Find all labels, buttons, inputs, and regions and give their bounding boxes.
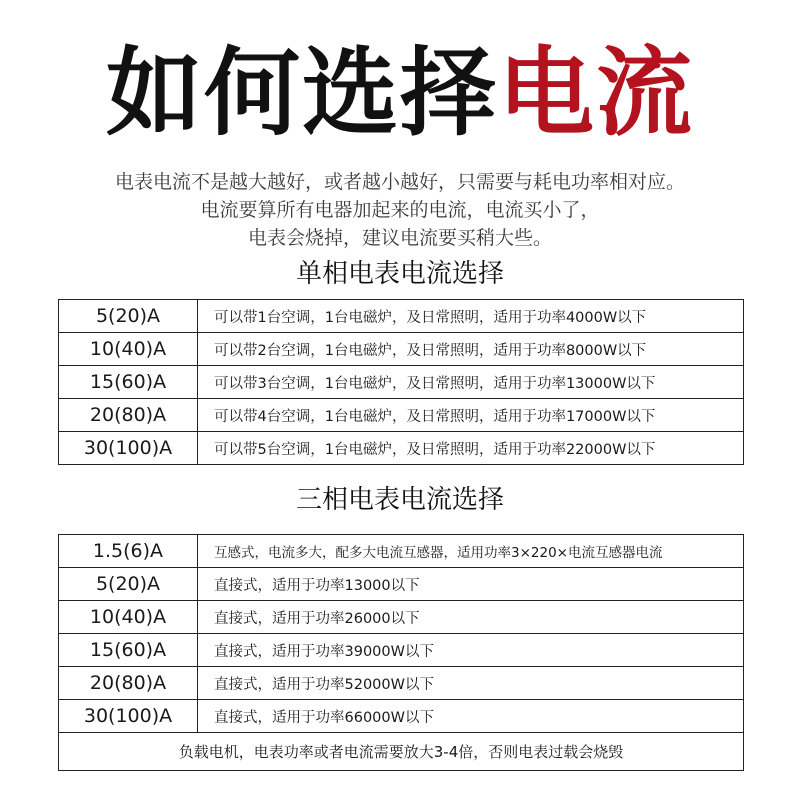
current-rating: 1.5(6)A: [59, 535, 198, 568]
rating-description: 互感式，电流多大，配多大电流互感器，适用功率3×220×电流互感器电流: [198, 535, 744, 568]
three-phase-table: [58, 534, 744, 771]
single-phase-table: [58, 299, 744, 465]
current-rating: 30(100)A: [59, 700, 198, 733]
rating-description: 直接式，适用于功率13000以下: [198, 568, 744, 601]
rating-description: 可以带4台空调，1台电磁炉，及日常照明，适用于功率17000W以下: [198, 399, 744, 432]
table-row: [59, 601, 744, 634]
headline-accent: 电流: [498, 37, 694, 149]
single-phase-title: 单相电表电流选择: [295, 259, 504, 289]
table-row: [59, 399, 744, 432]
note-row: [59, 733, 744, 771]
table-row: [59, 366, 744, 399]
current-rating: 15(60)A: [59, 634, 198, 667]
rating-description: 直接式，适用于功率52000W以下: [198, 667, 744, 700]
table-row: [59, 634, 744, 667]
table-row: [59, 568, 744, 601]
intro-line: 电流要算所有电器加起来的电流，电流买小了，: [200, 199, 600, 221]
rating-description: 直接式，适用于功率66000W以下: [198, 700, 744, 733]
intro-line: 电表电流不是越大越好，或者越小越好，只需要与耗电功率相对应。: [114, 171, 685, 193]
current-rating: 30(100)A: [59, 432, 198, 465]
motor-load-note: 负载电机，电表功率或者电流需要放大3-4倍，否则电表过载会烧毁: [59, 733, 744, 771]
table-row: [59, 667, 744, 700]
table-row: [59, 300, 744, 333]
intro-line: 电表会烧掉，建议电流要买稍大些。: [247, 227, 552, 249]
current-rating: 10(40)A: [59, 333, 198, 366]
current-rating: 20(80)A: [59, 667, 198, 700]
rating-description: 可以带1台空调，1台电磁炉，及日常照明，适用于功率4000W以下: [198, 300, 744, 333]
table-row: [59, 535, 744, 568]
rating-description: 可以带5台空调，1台电磁炉，及日常照明，适用于功率22000W以下: [198, 432, 744, 465]
current-rating: 10(40)A: [59, 601, 198, 634]
rating-description: 可以带3台空调，1台电磁炉，及日常照明，适用于功率13000W以下: [198, 366, 744, 399]
table-row: [59, 700, 744, 733]
table-row: [59, 333, 744, 366]
headline-main: 如何选择: [106, 37, 498, 149]
current-rating: 15(60)A: [59, 366, 198, 399]
rating-description: 直接式，适用于功率39000W以下: [198, 634, 744, 667]
current-rating: 20(80)A: [59, 399, 198, 432]
rating-description: 可以带2台空调，1台电磁炉，及日常照明，适用于功率8000W以下: [198, 333, 744, 366]
page-headline: [0, 38, 800, 148]
current-rating: 5(20)A: [59, 568, 198, 601]
table-row: [59, 432, 744, 465]
current-rating: 5(20)A: [59, 300, 198, 333]
intro-paragraph: [0, 168, 800, 252]
rating-description: 直接式，适用于功率26000以下: [198, 601, 744, 634]
three-phase-title: 三相电表电流选择: [295, 485, 504, 515]
